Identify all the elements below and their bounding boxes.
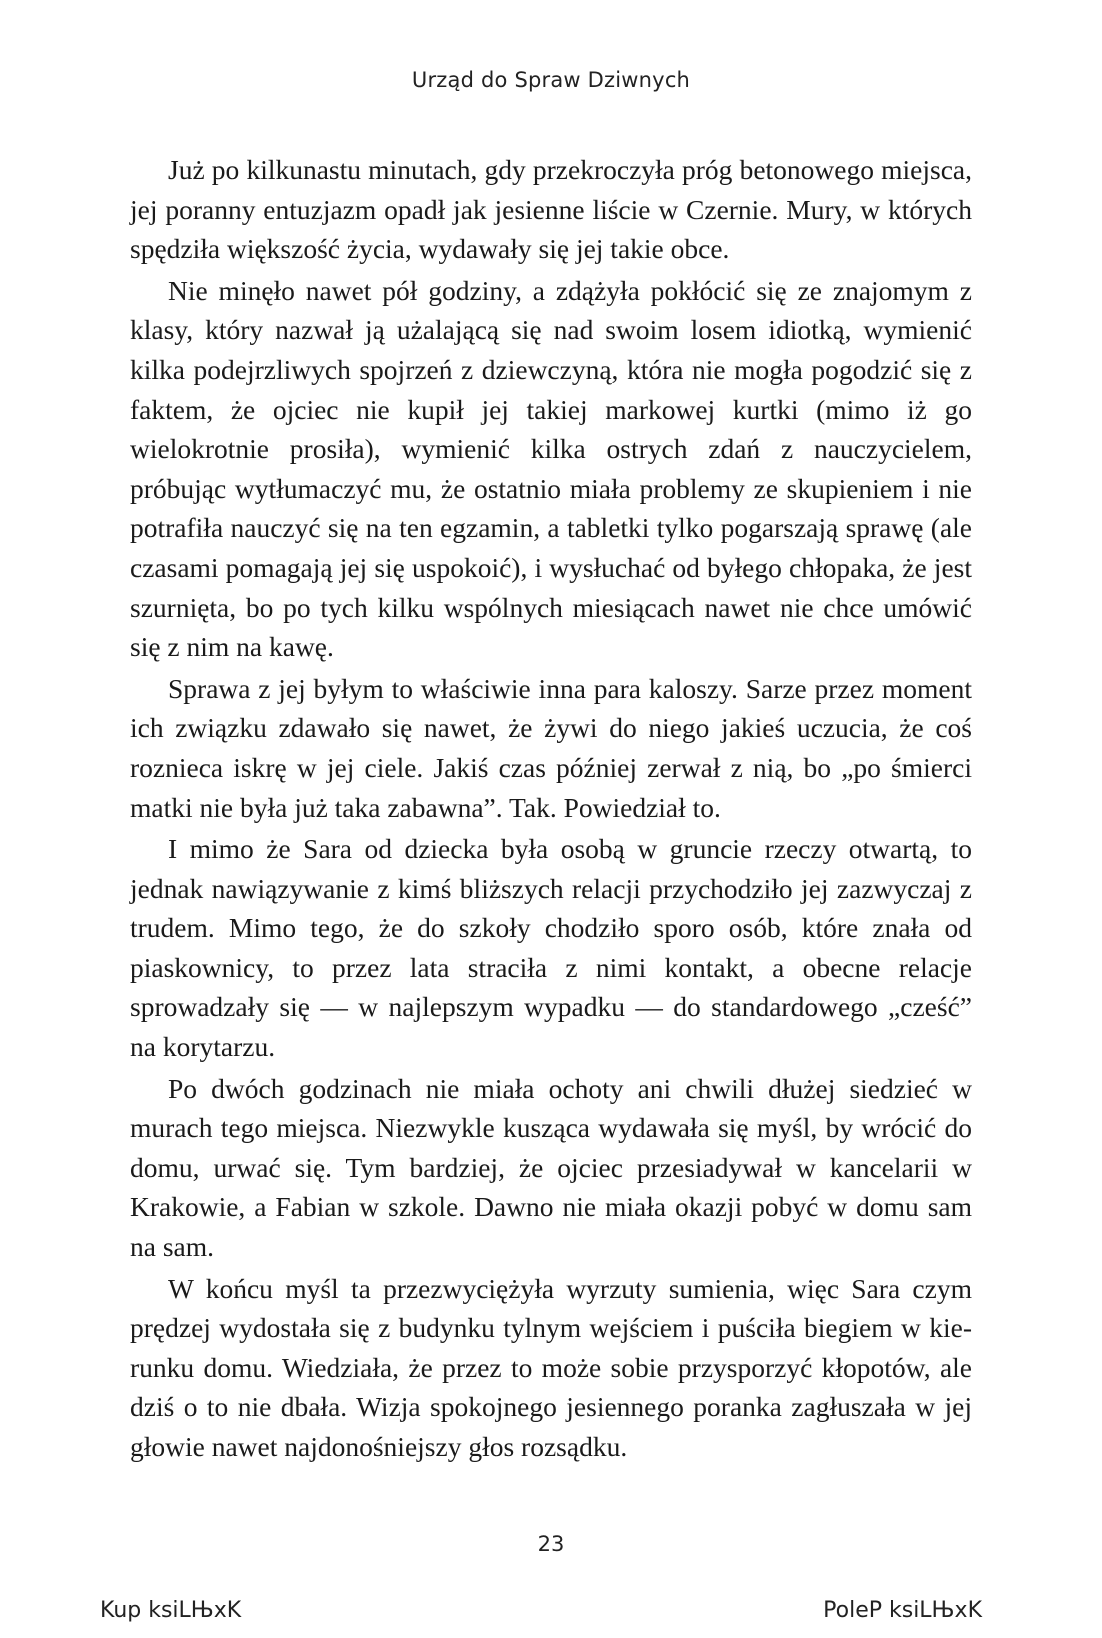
body-text: [130, 150, 972, 1469]
paragraph-4: I mimo że Sara od dziecka była osobą w gruncie rzeczy otwartą, to jednak nawiązywanie z kimś bliższych relacji przychodziło jej zazwyczaj z trudem. Mimo tego, że do szkoły chodziło sporo osób, które znała od piaskownicy, to przez lata straciła z nimi kontakt, a obecne relacje sprowadzały się — w najlepszym wypadku — do standardowego „cześć” na korytarzu.: [130, 833, 972, 1063]
buy-book-link[interactable]: Kup ksiLЊxK: [100, 1598, 242, 1623]
paragraph-6: W końcu myśl ta przezwyciężyła wyrzuty sumienia, więc Sara czym prędzej wydostała się z budynku tylnym wejściem i puściła biegiem w kierunku domu. Wiedziała, że przez to może sobie przysporzyć kłopotów, ale dziś o to nie dbała. Wizja spokojnego jesiennego poranka zagłuszała w jej głowie nawet najdonośniejszy głos rozsądku.: [130, 1272, 972, 1462]
paragraph-2: Nie minęło nawet pół godziny, a zdążyła pokłócić się ze znajomym z klasy, który nazwał ją użalającą się nad swoim losem idiotką, wymienić kilka podejrzliwych spojrzeń z dziewczyną, która nie mogła pogodzić się z faktem, że ojciec nie kupił jej takiej markowej kurtki (mimo iż go wielokrotnie prosiła), wymienić kilka ostrych zdań z nauczycielem, próbując wytłumaczyć mu, że ostatnio miała problemy ze skupieniem i nie potrafiła nauczyć się na ten egzamin, a tabletki tylko pogarszają sprawę (ale czasami pomagają jej się uspokoić), i wysłuchać od byłego chłopaka, że jest szurnięta, bo po tych kilku wspólnych miesiącach nawet nie chce umówić się z nim na kawę.: [130, 274, 972, 663]
running-header: Urząd do Spraw Dziwnych: [411, 68, 691, 92]
page-number: 23: [537, 1532, 565, 1556]
recommend-book-link[interactable]: PoleP ksiLЊxK: [823, 1598, 982, 1623]
paragraph-5: Po dwóch godzinach nie miała ochoty ani chwili dłużej siedzieć w murach tego miejsca. Niezwykle kusząca wydawała się myśl, by wrócić do domu, urwać się. Tym bardziej, że ojciec przesiadywał w kancelarii w Krakowie, a Fabian w szkole. Dawno nie miała okazji pobyć w domu sam na sam.: [130, 1072, 972, 1263]
paragraph-1: Już po kilkunastu minutach, gdy przekroczyła próg betonowego miejsca, jej poranny entuzjazm opadł jak jesienne liście w Czernie. Mury, w których spędziła większość życia, wydawały się jej takie obce.: [130, 154, 972, 265]
paragraph-3: Sprawa z jej byłym to właściwie inna para kaloszy. Sarze przez moment ich związku zdawało się nawet, że żywi do niego jakieś uczucia, że coś roznieca iskrę w jej ciele. Jakiś czas później zerwał z nią, bo „po śmierci matki nie była już taka zabawna”. Tak. Powiedział to.: [130, 672, 972, 823]
